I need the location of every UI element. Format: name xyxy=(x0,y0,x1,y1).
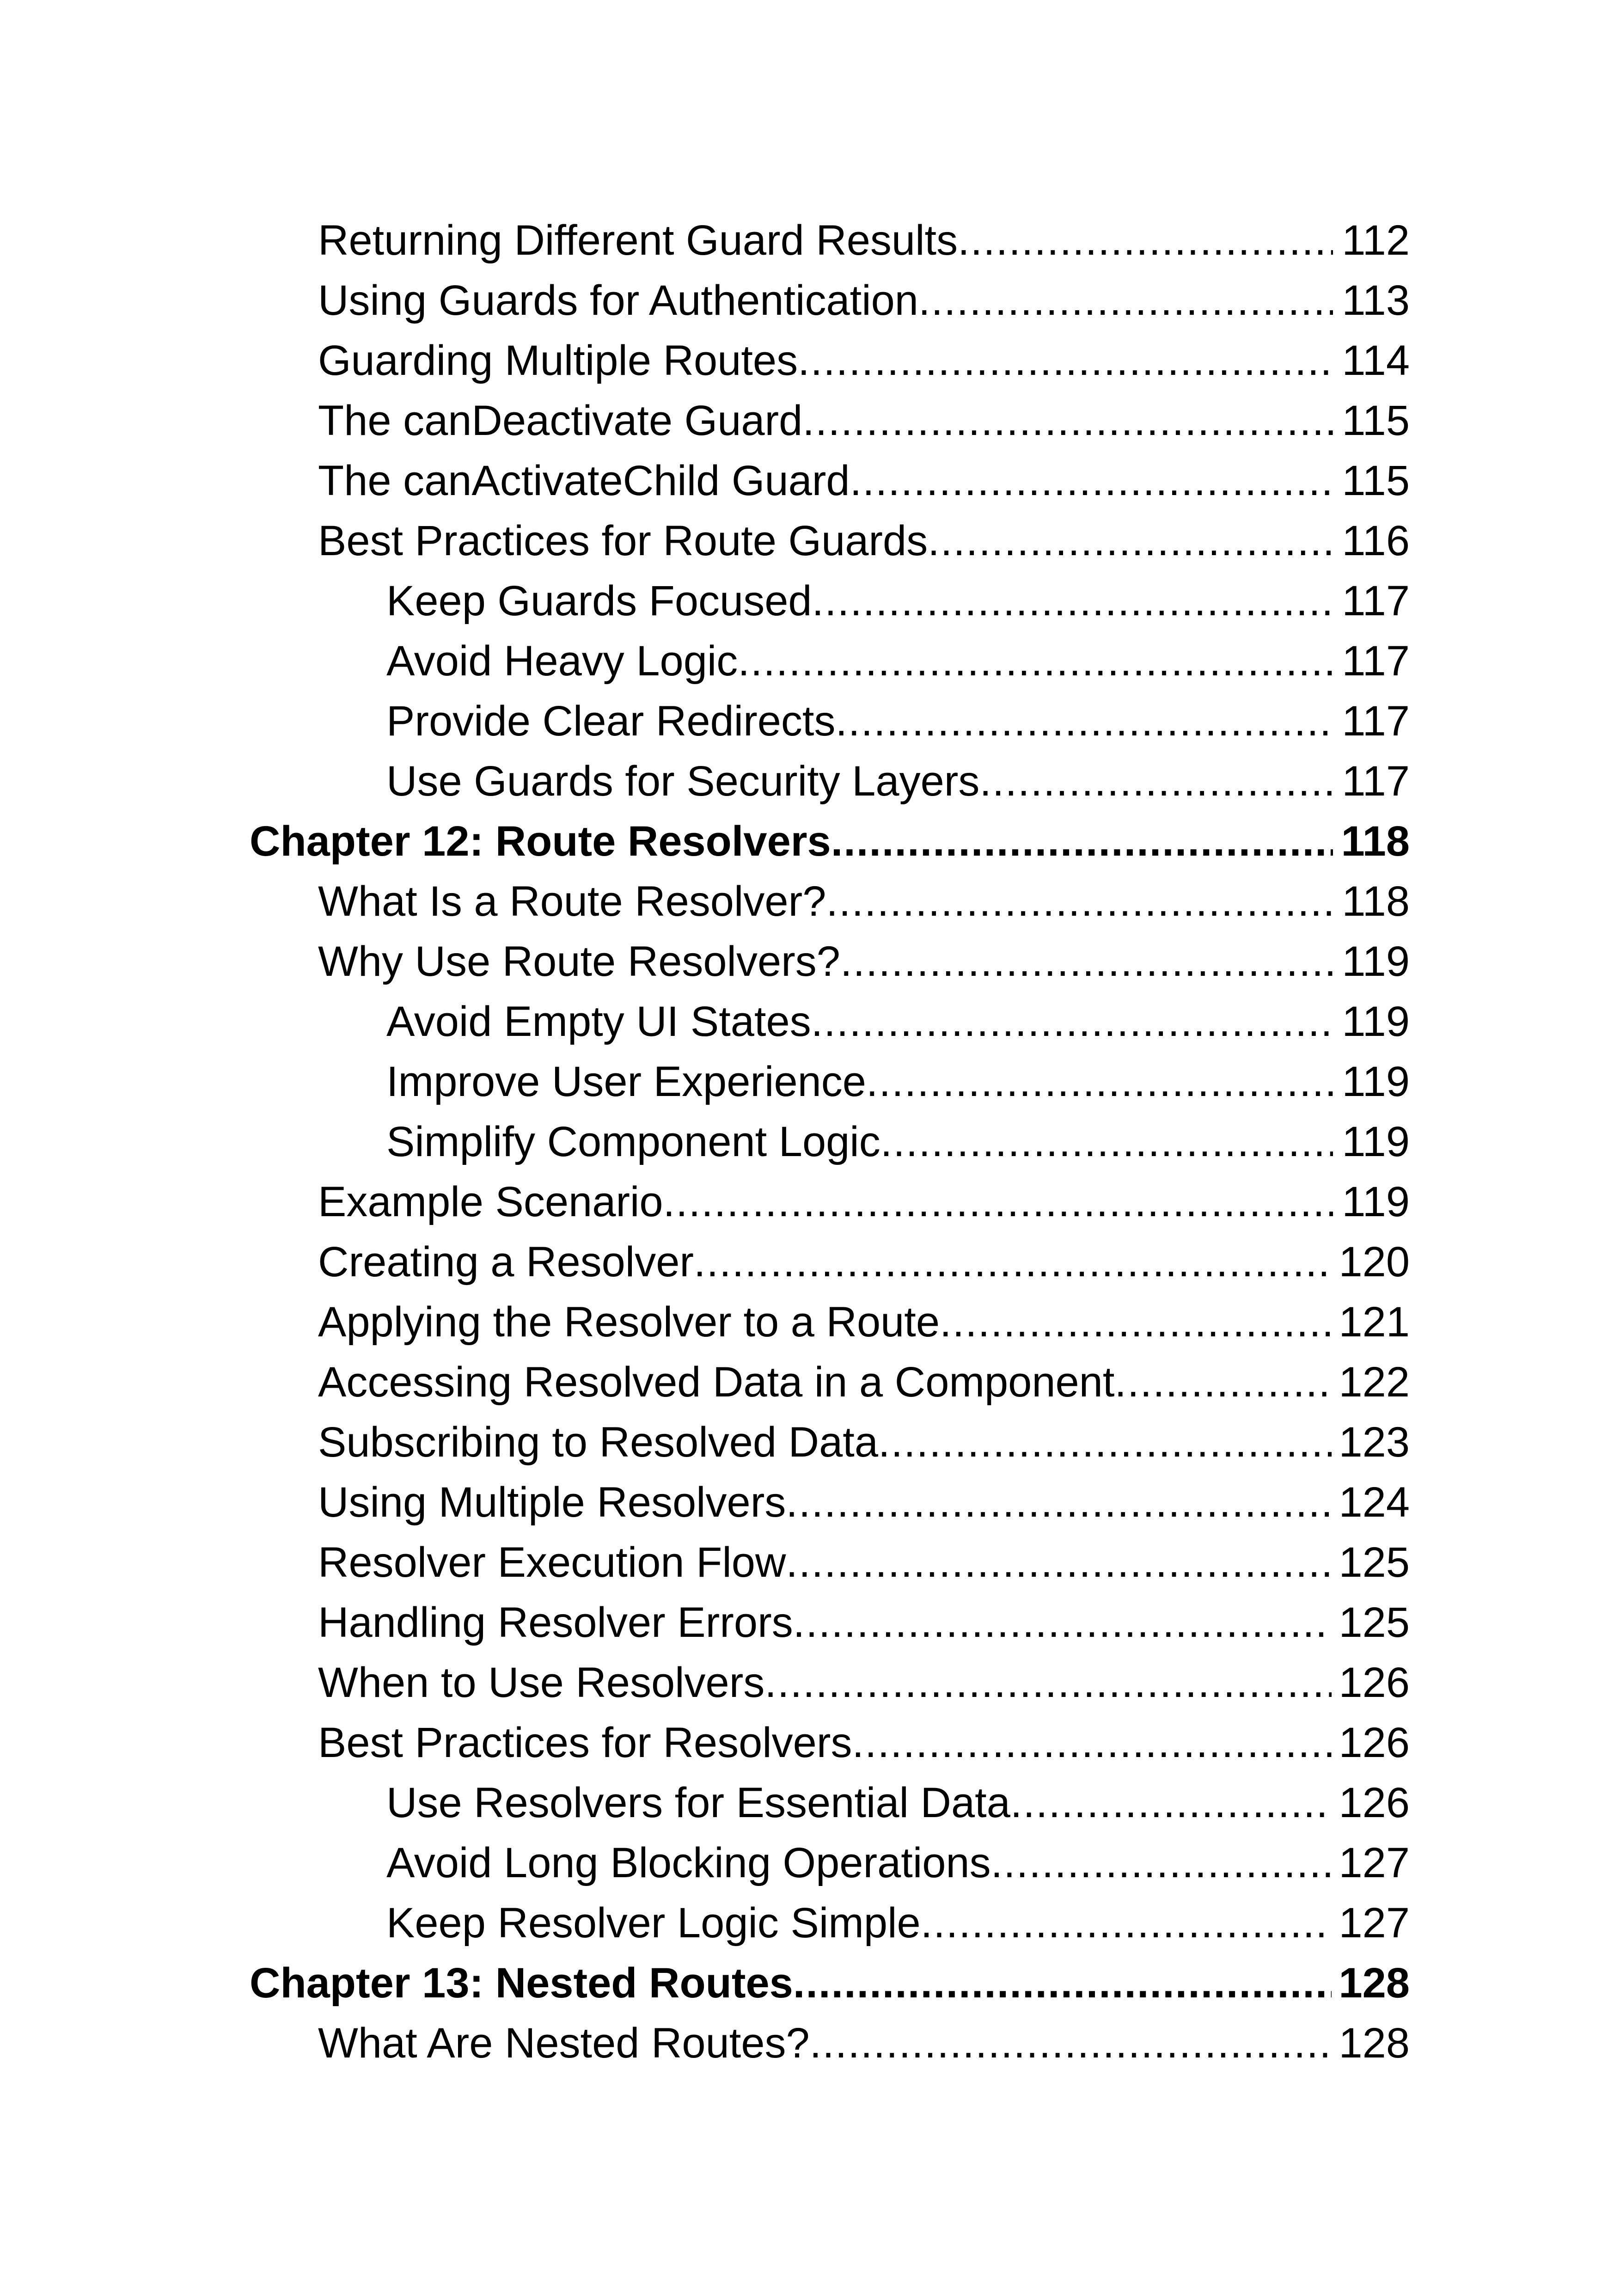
toc-entry-title: Avoid Empty UI States xyxy=(386,998,811,1045)
toc-entry[interactable] xyxy=(250,751,1410,811)
dot-leader xyxy=(798,331,1333,391)
toc-entry-title: Creating a Resolver xyxy=(318,1238,694,1286)
dot-leader xyxy=(852,1713,1331,1773)
toc-entry-title: Keep Resolver Logic Simple xyxy=(386,1899,921,1947)
toc-entry-page: 126 xyxy=(1339,1659,1410,1706)
table-of-contents xyxy=(250,210,1410,2073)
toc-entry-page: 127 xyxy=(1339,1839,1410,1886)
toc-entry-title: The canActivateChild Guard xyxy=(318,457,850,504)
toc-entry[interactable] xyxy=(250,391,1410,451)
toc-entry-title: Subscribing to Resolved Data xyxy=(318,1419,878,1466)
toc-entry-page: 123 xyxy=(1339,1419,1410,1466)
toc-entry-page: 128 xyxy=(1339,1959,1410,2007)
dot-leader xyxy=(940,1292,1331,1352)
dot-leader xyxy=(958,210,1333,270)
toc-entry-title: Avoid Long Blocking Operations xyxy=(386,1839,991,1886)
toc-entry-page: 116 xyxy=(1342,517,1410,564)
toc-entry-title: Accessing Resolved Data in a Component xyxy=(318,1359,1115,1406)
dot-leader xyxy=(812,571,1333,631)
dot-leader xyxy=(850,451,1333,511)
dot-leader xyxy=(826,871,1333,931)
toc-entry[interactable] xyxy=(250,1773,1410,1833)
toc-entry-page: 119 xyxy=(1342,938,1410,985)
toc-entry[interactable] xyxy=(250,1472,1410,1532)
toc-entry[interactable] xyxy=(250,451,1410,511)
toc-entry-title: The canDeactivate Guard xyxy=(318,397,803,444)
toc-chapter-entry[interactable] xyxy=(250,811,1410,871)
dot-leader xyxy=(764,1653,1331,1713)
toc-entry[interactable] xyxy=(250,1232,1410,1292)
toc-entry[interactable] xyxy=(250,1713,1410,1773)
dot-leader xyxy=(921,1893,1332,1953)
toc-entry-page: 117 xyxy=(1342,637,1410,685)
toc-entry[interactable] xyxy=(250,1532,1410,1592)
toc-entry-page: 121 xyxy=(1339,1298,1410,1346)
dot-leader xyxy=(811,992,1333,1052)
dot-leader xyxy=(738,631,1333,691)
toc-entry-title: Resolver Execution Flow xyxy=(318,1539,786,1586)
toc-entry-page: 125 xyxy=(1339,1599,1410,1646)
toc-entry-title: Use Resolvers for Essential Data xyxy=(386,1779,1010,1826)
toc-entry-title: Using Guards for Authentication xyxy=(318,277,918,324)
toc-entry-page: 118 xyxy=(1342,878,1410,925)
toc-entry-page: 127 xyxy=(1339,1899,1410,1947)
toc-entry-page: 118 xyxy=(1341,818,1410,865)
toc-entry[interactable] xyxy=(250,1653,1410,1713)
toc-entry[interactable] xyxy=(250,631,1410,691)
dot-leader xyxy=(786,1532,1331,1592)
toc-entry[interactable] xyxy=(250,1592,1410,1653)
toc-entry-title: Applying the Resolver to a Route xyxy=(318,1298,940,1346)
dot-leader xyxy=(928,511,1333,571)
toc-entry-page: 119 xyxy=(1342,998,1410,1045)
toc-chapter-entry[interactable] xyxy=(250,1953,1410,2013)
toc-entry-title: What Are Nested Routes? xyxy=(318,2020,810,2067)
toc-entry-page: 125 xyxy=(1339,1539,1410,1586)
toc-entry-title: Handling Resolver Errors xyxy=(318,1599,793,1646)
toc-entry[interactable] xyxy=(250,931,1410,992)
toc-entry[interactable] xyxy=(250,511,1410,571)
toc-entry-page: 119 xyxy=(1342,1178,1410,1225)
toc-entry[interactable] xyxy=(250,871,1410,931)
toc-entry[interactable] xyxy=(250,1893,1410,1953)
dot-leader xyxy=(918,270,1333,331)
toc-entry-title: Returning Different Guard Results xyxy=(318,217,958,264)
toc-entry-title: When to Use Resolvers xyxy=(318,1659,765,1706)
dot-leader xyxy=(663,1172,1333,1232)
dot-leader xyxy=(866,1052,1333,1112)
toc-entry-page: 124 xyxy=(1339,1479,1410,1526)
toc-entry[interactable] xyxy=(250,1112,1410,1172)
toc-entry-title: Using Multiple Resolvers xyxy=(318,1479,786,1526)
dot-leader xyxy=(840,931,1333,992)
toc-entry-page: 113 xyxy=(1342,277,1410,324)
dot-leader xyxy=(835,691,1333,751)
toc-entry-title: Chapter 13: Nested Routes xyxy=(250,1959,793,2007)
toc-entry-page: 112 xyxy=(1342,217,1410,264)
toc-entry-page: 120 xyxy=(1339,1238,1410,1286)
toc-entry[interactable] xyxy=(250,1172,1410,1232)
toc-entry[interactable] xyxy=(250,1292,1410,1352)
toc-entry-title: Avoid Heavy Logic xyxy=(386,637,738,685)
toc-entry[interactable] xyxy=(250,1412,1410,1472)
toc-entry-page: 117 xyxy=(1342,758,1410,805)
toc-entry-title: Guarding Multiple Routes xyxy=(318,337,798,384)
toc-entry[interactable] xyxy=(250,210,1410,270)
toc-entry-title: What Is a Route Resolver? xyxy=(318,878,826,925)
toc-entry-page: 115 xyxy=(1342,397,1410,444)
toc-entry-title: Improve User Experience xyxy=(386,1058,866,1105)
toc-entry-title: Why Use Route Resolvers? xyxy=(318,938,840,985)
toc-entry-page: 126 xyxy=(1339,1779,1410,1826)
toc-entry-title: Simplify Component Logic xyxy=(386,1118,880,1165)
dot-leader xyxy=(802,391,1333,451)
dot-leader xyxy=(880,1112,1333,1172)
toc-entry-title: Provide Clear Redirects xyxy=(386,698,836,745)
toc-entry-title: Chapter 12: Route Resolvers xyxy=(250,818,831,865)
toc-entry[interactable] xyxy=(250,1352,1410,1412)
toc-entry[interactable] xyxy=(250,691,1410,751)
toc-entry-page: 115 xyxy=(1342,457,1410,504)
toc-entry[interactable] xyxy=(250,1833,1410,1893)
dot-leader xyxy=(831,811,1333,871)
toc-entry-title: Best Practices for Route Guards xyxy=(318,517,928,564)
toc-entry[interactable] xyxy=(250,2013,1410,2073)
toc-entry-page: 119 xyxy=(1342,1058,1410,1105)
toc-entry-page: 117 xyxy=(1342,577,1410,625)
dot-leader xyxy=(793,1953,1332,2013)
dot-leader xyxy=(878,1412,1332,1472)
toc-entry[interactable] xyxy=(250,571,1410,631)
toc-entry-page: 119 xyxy=(1342,1118,1410,1165)
toc-entry-page: 126 xyxy=(1339,1719,1410,1766)
dot-leader xyxy=(810,2013,1332,2073)
toc-entry-page: 128 xyxy=(1339,2020,1410,2067)
toc-entry-title: Keep Guards Focused xyxy=(386,577,812,625)
toc-entry[interactable] xyxy=(250,1052,1410,1112)
dot-leader xyxy=(979,751,1333,811)
toc-entry-title: Best Practices for Resolvers xyxy=(318,1719,852,1766)
dot-leader xyxy=(786,1472,1331,1532)
toc-entry[interactable] xyxy=(250,992,1410,1052)
dot-leader xyxy=(991,1833,1332,1893)
toc-entry[interactable] xyxy=(250,270,1410,331)
toc-entry-title: Example Scenario xyxy=(318,1178,663,1225)
dot-leader xyxy=(1114,1352,1331,1412)
toc-entry-page: 114 xyxy=(1342,337,1410,384)
toc-entry[interactable] xyxy=(250,331,1410,391)
toc-entry-page: 122 xyxy=(1339,1359,1410,1406)
toc-entry-page: 117 xyxy=(1342,698,1410,745)
dot-leader xyxy=(793,1592,1332,1653)
dot-leader xyxy=(1010,1773,1332,1833)
dot-leader xyxy=(694,1232,1331,1292)
toc-entry-title: Use Guards for Security Layers xyxy=(386,758,980,805)
